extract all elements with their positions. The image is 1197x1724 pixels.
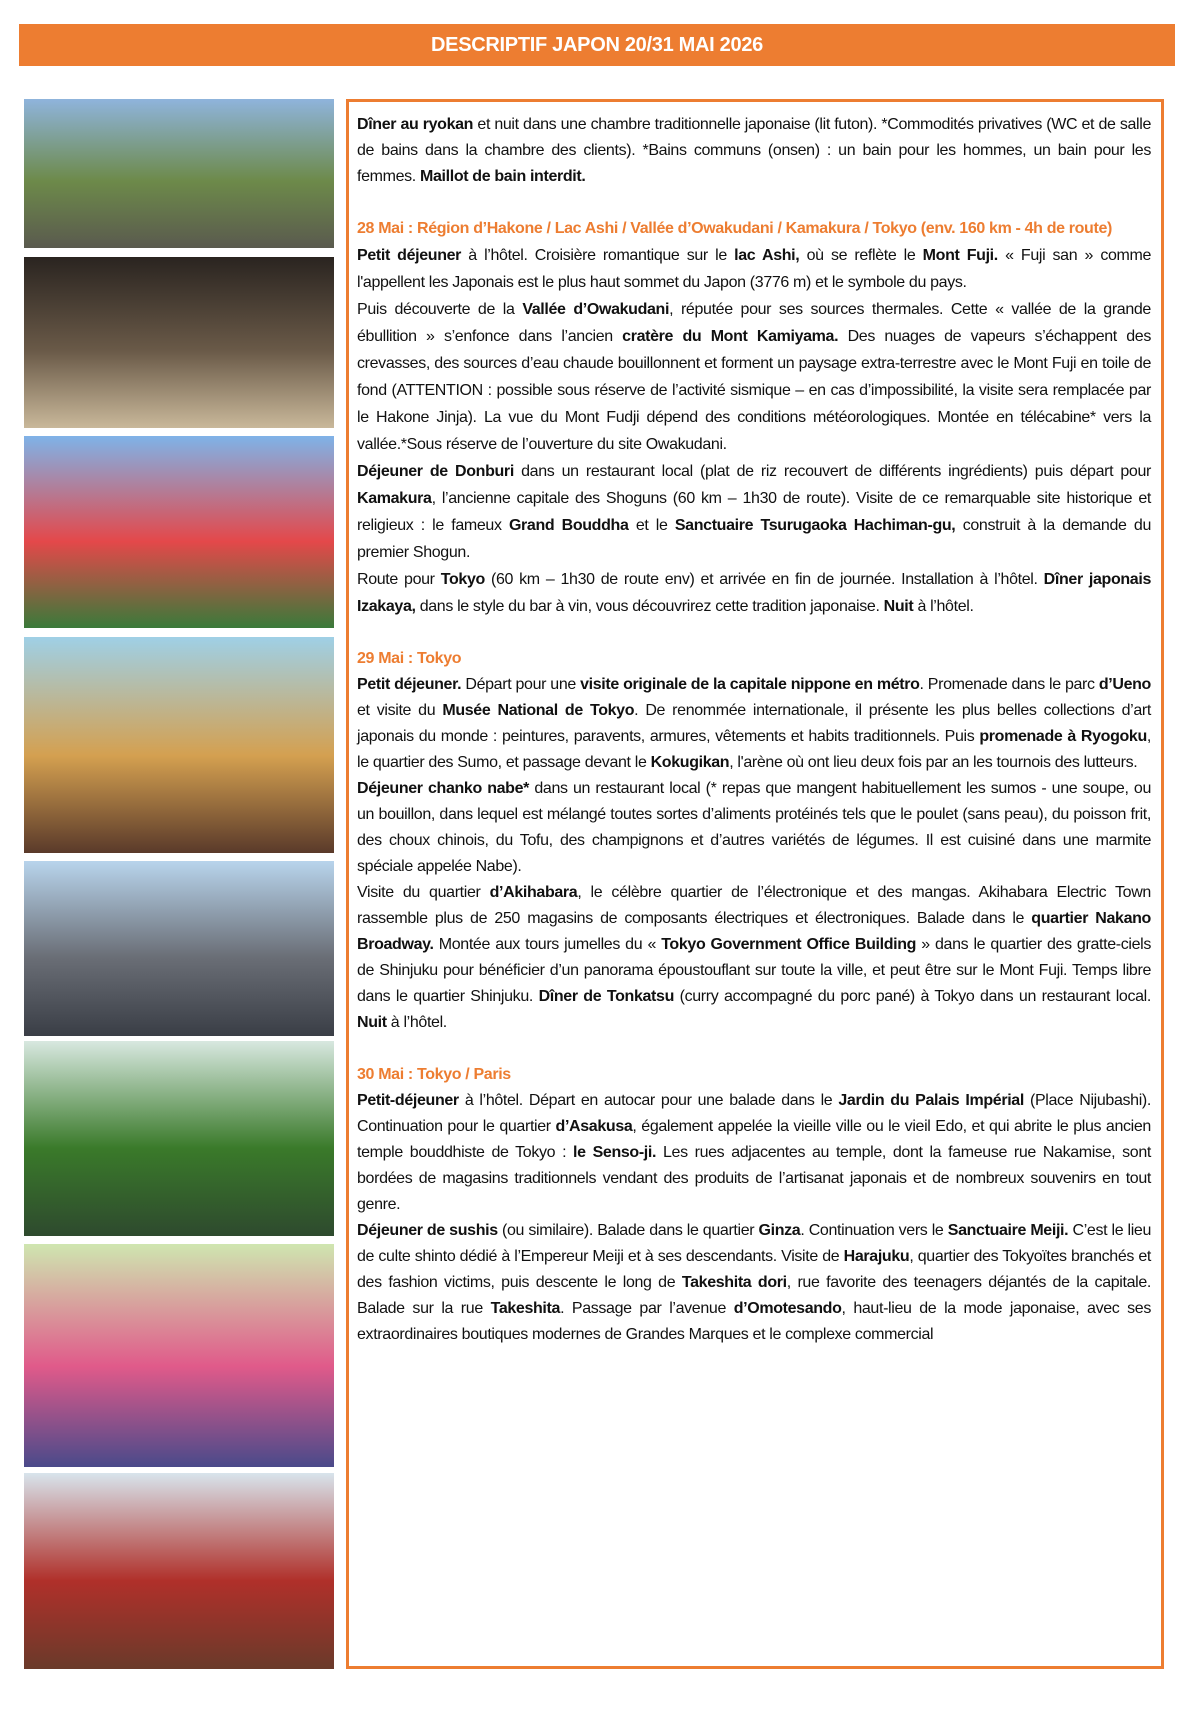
itinerary-box xyxy=(346,99,1164,1669)
body-text: Les rues adjacentes au temple, dont la fameuse rue Nakamise, sont bordées de magasins traditionnels vendant des produits de l’artisanat japonais et de nombreux souvenirs en tout genre. xyxy=(357,1144,1151,1213)
great-buddha-photo xyxy=(24,99,334,248)
shopping-arcade-photo xyxy=(24,637,334,853)
body-text: à l’hôtel. xyxy=(386,1014,447,1031)
highlight-text: promenade à Ryogoku xyxy=(979,728,1147,745)
highlight-text: Tokyo Government Office Building xyxy=(661,936,917,953)
highlight-text: Dîner de Tonkatsu xyxy=(538,988,675,1005)
body-text: dans un restaurant local (plat de riz recouvert de différents ingrédients) puis départ pour xyxy=(513,463,1152,480)
highlight-text: Jardin du Palais Impérial xyxy=(838,1092,1024,1109)
highlight-text: Nuit xyxy=(883,598,914,615)
body-text: . Continuation vers le xyxy=(800,1222,948,1239)
highlight-text: cratère du Mont Kamiyama. xyxy=(622,328,839,345)
itinerary-paragraph xyxy=(357,672,1151,776)
body-text: construit à la demande du premier Shogun. xyxy=(357,517,1151,561)
body-text: à l’hôtel. Croisière romantique sur le xyxy=(461,247,735,264)
government-building-photo xyxy=(24,861,334,1036)
itinerary-paragraph xyxy=(357,458,1151,566)
body-text: « Fuji san » comme l'appellent les Japonais est le plus haut sommet du Japon (3776 m) et le symbole du pays. xyxy=(357,247,1152,291)
body-text: , l’ancienne capitale des Shoguns (60 km – 1h30 de route). Visite de ce remarquable site historique et religieux : le fameux xyxy=(357,490,1151,534)
body-text: , quartier des Tokyoïtes branchés et des fashion victims, puis descente le long de xyxy=(357,1248,1151,1291)
highlight-text: Musée National de Tokyo xyxy=(442,702,635,719)
highlight-text: Sanctuaire Tsurugaoka Hachiman-gu, xyxy=(674,517,956,534)
body-text: Route pour xyxy=(357,571,441,588)
highlight-text: Petit-déjeuner xyxy=(357,1092,459,1109)
highlight-text: Tokyo xyxy=(440,571,485,588)
highlight-text: d’Asakusa xyxy=(555,1118,633,1135)
highlight-text: Ginza xyxy=(758,1222,801,1239)
body-text: où se reflète le xyxy=(799,247,923,264)
body-text: (Place Nijubashi). Continuation pour le quartier xyxy=(357,1092,1151,1135)
body-text: (curry accompagné du porc pané) à Tokyo dans un restaurant local. xyxy=(674,988,1151,1005)
highlight-text: Mont Fuji. xyxy=(922,247,998,264)
highlight-text: Harajuku xyxy=(843,1248,910,1265)
itinerary-paragraph xyxy=(357,296,1151,458)
highlight-text: Takeshita xyxy=(490,1300,561,1317)
highlight-text: Petit déjeuner. xyxy=(357,676,462,693)
highlight-text: d’Omotesando xyxy=(733,1300,842,1317)
museum-statue-photo xyxy=(24,257,334,428)
body-text: Visite du quartier xyxy=(357,884,490,901)
body-text: , le célèbre quartier de l’électronique et des mangas. Akihabara Electric Town rassemble plus de 250 magasins de composants électriques et électroniques. Balade dans le xyxy=(357,884,1151,927)
body-text: Départ pour une xyxy=(461,676,581,693)
body-text: . Passage par l’avenue xyxy=(560,1300,734,1317)
highlight-text: Dîner japonais Izakaya, xyxy=(357,571,1152,615)
itinerary-paragraph xyxy=(357,776,1151,880)
body-text: , le quartier des Sumo, et passage devant le xyxy=(357,728,1151,771)
highlight-text: Déjeuner chanko nabe* xyxy=(357,780,530,797)
highlight-text: Maillot de bain interdit. xyxy=(420,168,586,185)
body-text: , haut-lieu de la mode japonaise, avec ses extraordinaires boutiques modernes de Grandes Marques et le complexe commercial xyxy=(357,1300,1151,1343)
highlight-text: lac Ashi, xyxy=(734,247,800,264)
body-text: (ou similaire). Balade dans le quartier xyxy=(497,1222,759,1239)
itinerary-paragraph xyxy=(357,1088,1151,1218)
page-title: DESCRIPTIF JAPON 20/31 MAI 2026 xyxy=(431,33,763,56)
sensoji-temple-photo xyxy=(24,1473,334,1669)
body-text: et nuit dans une chambre traditionnelle japonaise (lit futon). *Commodités privatives (WC et de salle de bains dans la chambre des clients). *Bains communs (onsen) : un bain pour les hommes, un bain pour les femmes. xyxy=(357,116,1151,185)
itinerary-paragraph xyxy=(357,242,1151,296)
body-text: C’est le lieu de culte shinto dédié à l’Empereur Meiji et à ses descendants. Visite de xyxy=(357,1222,1152,1265)
day-heading: 28 Mai : Région d’Hakone / Lac Ashi / Vallée d’Owakudani / Kamakura / Tokyo (env. 160 km - 4h de route) xyxy=(357,220,1112,237)
day-heading: 29 Mai : Tokyo xyxy=(357,650,462,667)
body-text: , réputée pour ses sources thermales. Cette « vallée de la grande ébullition » s’enfonce dans l’ancien xyxy=(357,301,1151,345)
body-text: dans le style du bar à vin, vous découvrirez cette tradition japonaise. xyxy=(415,598,884,615)
highlight-text: Déjeuner de sushis xyxy=(357,1222,498,1239)
highlight-text: d’Ueno xyxy=(1098,676,1151,693)
body-text: dans un restaurant local (* repas que mangent habituellement les sumos - une soupe, ou un bouillon, dans lequel est mélangé toutes sortes d’aliments protéinés tels que le poulet (sans peau), du poisson frit, des choux chinois, du Tofu, des champignons et d’autres variétés de légumes. Il est cuisiné dans une marmite spéciale appelée Nabe). xyxy=(357,780,1151,875)
itinerary-paragraph xyxy=(357,880,1151,1036)
highlight-text: le Senso-ji. xyxy=(573,1144,657,1161)
highlight-text: Déjeuner de Donburi xyxy=(357,463,514,480)
spacer xyxy=(357,190,1151,216)
highlight-text: Petit déjeuner xyxy=(357,247,462,264)
highlight-text: Kokugikan xyxy=(650,754,730,771)
body-text: à l’hôtel. Départ en autocar pour une balade dans le xyxy=(458,1092,839,1109)
japanese-garden-photo xyxy=(24,1041,334,1236)
day-heading: 30 Mai : Tokyo / Paris xyxy=(357,1066,511,1083)
highlight-text: Dîner au ryokan xyxy=(357,116,474,133)
highlight-text: d’Akihabara xyxy=(489,884,578,901)
highlight-text: Sanctuaire Meiji. xyxy=(947,1222,1069,1239)
body-text: Des nuages de vapeurs s’échappent des crevasses, des sources d’eau chaude bouillonnent et forment un paysage extra-terrestre avec le Mont Fuji en toile de fond (ATTENTION : possible sous réserve de l’activité sismique – en cas d’impossibilité, la visite sera remplacée par le Hakone Jinja). La vue du Mont Fudji dépend des conditions météorologiques. Montée en télécabine* vers la vallée.*Sous réserve de l’ouverture du site Owakudani. xyxy=(357,328,1152,453)
body-text: . De renommée internationale, il présente les plus belles collections d’art japonais du monde : peintures, paravents, armures, vêtements et habits traditionnels. Puis xyxy=(357,702,1151,745)
highlight-text: Nuit xyxy=(357,1014,387,1031)
highlight-text: Vallée d’Owakudani xyxy=(522,301,670,318)
highlight-text: visite originale de la capitale nippone en métro xyxy=(580,676,920,693)
body-text: . Promenade dans le parc xyxy=(919,676,1099,693)
itinerary-paragraph xyxy=(357,1218,1151,1348)
harajuku-fashion-photo xyxy=(24,1244,334,1467)
spacer xyxy=(357,620,1151,646)
body-text: , rue favorite des teenagers déjantés de la capitale. Balade sur la rue xyxy=(357,1274,1152,1317)
page-header xyxy=(19,24,1175,66)
body-text: Puis découverte de la xyxy=(357,301,523,318)
itinerary-paragraph xyxy=(357,566,1151,620)
itinerary-paragraph xyxy=(357,112,1151,190)
body-text: et visite du xyxy=(357,702,443,719)
body-text: , également appelée la vieille ville ou le vieil Edo, et qui abrite le plus ancien temple bouddhiste de Tokyo : xyxy=(357,1118,1151,1161)
highlight-text: quartier Nakano Broadway. xyxy=(357,910,1151,953)
spacer xyxy=(357,1036,1151,1062)
body-text: , l'arène où ont lieu deux fois par an les tournois des lutteurs. xyxy=(729,754,1138,771)
highlight-text: Kamakura xyxy=(357,490,432,507)
body-text: Montée aux tours jumelles du « xyxy=(433,936,662,953)
body-text: (60 km – 1h30 de route env) et arrivée en fin de journée. Installation à l’hôtel. xyxy=(484,571,1044,588)
akihabara-street-photo xyxy=(24,436,334,628)
body-text: et le xyxy=(628,517,675,534)
highlight-text: Takeshita dori xyxy=(681,1274,787,1291)
body-text: » dans le quartier des gratte-ciels de Shinjuku pour bénéficier d’un panorama époustouflant sur toute la ville, et peut être sur le Mont Fuji. Temps libre dans le quartier Shinjuku. xyxy=(357,936,1151,1005)
body-text: à l’hôtel. xyxy=(913,598,974,615)
highlight-text: Grand Bouddha xyxy=(508,517,629,534)
